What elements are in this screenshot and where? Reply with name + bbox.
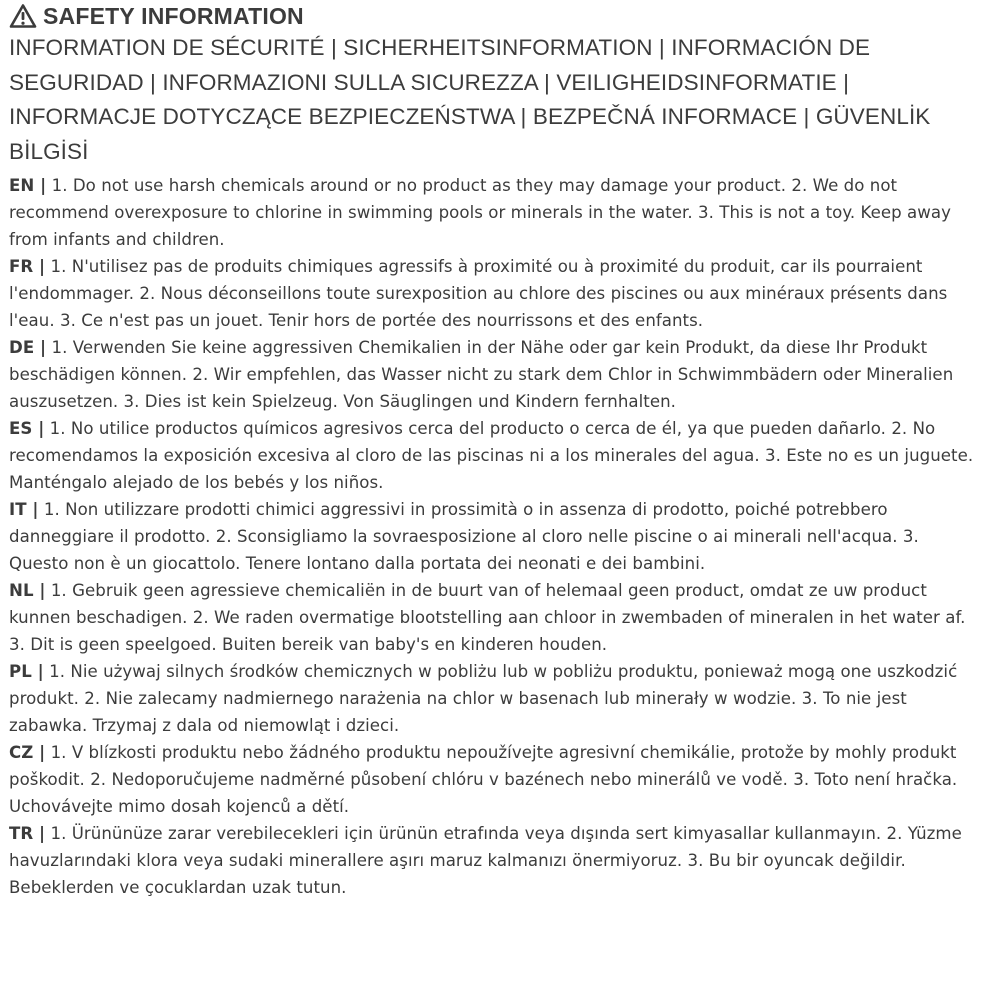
lang-code: FR | [9, 257, 46, 276]
lang-text: 1. Gebruik geen agressieve chemicaliën in de buurt van of helemaal geen product, omdat ze uw product kunnen beschadigen. 2. We raden overmatige blootstelling aan chloor in zwembaden of mineralen in het water af. 3. Dit is geen speelgoed. Buiten bereik van baby's en kinderen houden. [9, 581, 966, 654]
page-subtitle: INFORMATION DE SÉCURITÉ | SICHERHEITSINFORMATION | INFORMACIÓN DE SEGURIDAD | INFORMAZIONI SULLA SICUREZZA | VEILIGHEIDSINFORMATIE | INFORMACJE DOTYCZĄCE BEZPIECZEŃSTWA | BEZPEČNÁ INFORMACE | GÜVENLİK BİLGİSİ [9, 35, 931, 164]
lang-text: 1. No utilice productos químicos agresivos cerca del producto o cerca de él, ya que pueden dañarlo. 2. No recomendamos la exposición excesiva al cloro de las piscinas ni a los minerales del agua. 3. Este no es un juguete. Manténgalo alejado de los bebés y los niños. [9, 419, 974, 492]
lang-text: 1. Non utilizzare prodotti chimici aggressivi in prossimità o in assenza di prodotto, poiché potrebbero danneggiare il prodotto. 2. Sconsigliamo la sovraesposizione al cloro nelle piscine o ai minerali nell'acqua. 3. Questo non è un giocattolo. Tenere lontano dalla portata dei neonati e dei bambini. [9, 500, 919, 573]
lang-code: IT | [9, 500, 39, 519]
lang-code: PL | [9, 662, 44, 681]
warning-triangle-icon [9, 3, 37, 29]
lang-section-es [9, 415, 977, 496]
page-title: SAFETY INFORMATION [43, 2, 304, 29]
title-row [9, 1, 977, 31]
lang-code: EN | [9, 176, 47, 195]
lang-section-nl [9, 577, 977, 658]
lang-text: 1. Verwenden Sie keine aggressiven Chemikalien in der Nähe oder gar kein Produkt, da diese Ihr Produkt beschädigen können. 2. Wir empfehlen, das Wasser nicht zu stark dem Chlor in Schwimmbädern oder Mineralien auszusetzen. 3. Dies ist kein Spielzeug. Von Säuglingen und Kindern fernhalten. [9, 338, 954, 411]
lang-code: CZ | [9, 743, 46, 762]
lang-text: 1. Ürününüze zarar verebilecekleri için ürünün etrafında veya dışında sert kimyasallar kullanmayın. 2. Yüzme havuzlarındaki klora veya sudaki minerallere aşırı maruz kalmanızı önermiyoruz. 3. Bu bir oyuncak değildir. Bebeklerden ve çocuklardan uzak tutun. [9, 824, 962, 897]
language-sections [9, 172, 977, 901]
lang-section-it [9, 496, 977, 577]
lang-code: DE | [9, 338, 47, 357]
lang-text: 1. Nie używaj silnych środków chemicznych w pobliżu lub w pobliżu produktu, ponieważ mogą one uszkodzić produkt. 2. Nie zalecamy nadmiernego narażenia na chlor w basenach lub minerały w wodzie. 3. To nie jest zabawka. Trzymaj z dala od niemowląt i dzieci. [9, 662, 958, 735]
lang-code: ES | [9, 419, 45, 438]
lang-text: 1. N'utilisez pas de produits chimiques agressifs à proximité ou à proximité du produit, car ils pourraient l'endommager. 2. Nous déconseillons toute surexposition au chlore des piscines ou aux minéraux présents dans l'eau. 3. Ce n'est pas un jouet. Tenir hors de portée des nourrissons et des enfants. [9, 257, 948, 330]
safety-document [0, 1, 983, 901]
lang-code: TR | [9, 824, 46, 843]
lang-code: NL | [9, 581, 46, 600]
lang-section-cz [9, 739, 977, 820]
lang-text: 1. Do not use harsh chemicals around or no product as they may damage your product. 2. We do not recommend overexposure to chlorine in swimming pools or minerals in the water. 3. This is not a toy. Keep away from infants and children. [9, 176, 951, 249]
lang-section-de [9, 334, 977, 415]
lang-section-fr [9, 253, 977, 334]
lang-section-pl [9, 658, 977, 739]
lang-section-tr [9, 820, 977, 901]
lang-text: 1. V blízkosti produktu nebo žádného produktu nepoužívejte agresivní chemikálie, protože by mohly produkt poškodit. 2. Nedoporučujeme nadměrné působení chlóru v bazénech nebo minerálů ve vodě. 3. Toto není hračka. Uchovávejte mimo dosah kojenců a dětí. [9, 743, 958, 816]
lang-section-en [9, 172, 977, 253]
